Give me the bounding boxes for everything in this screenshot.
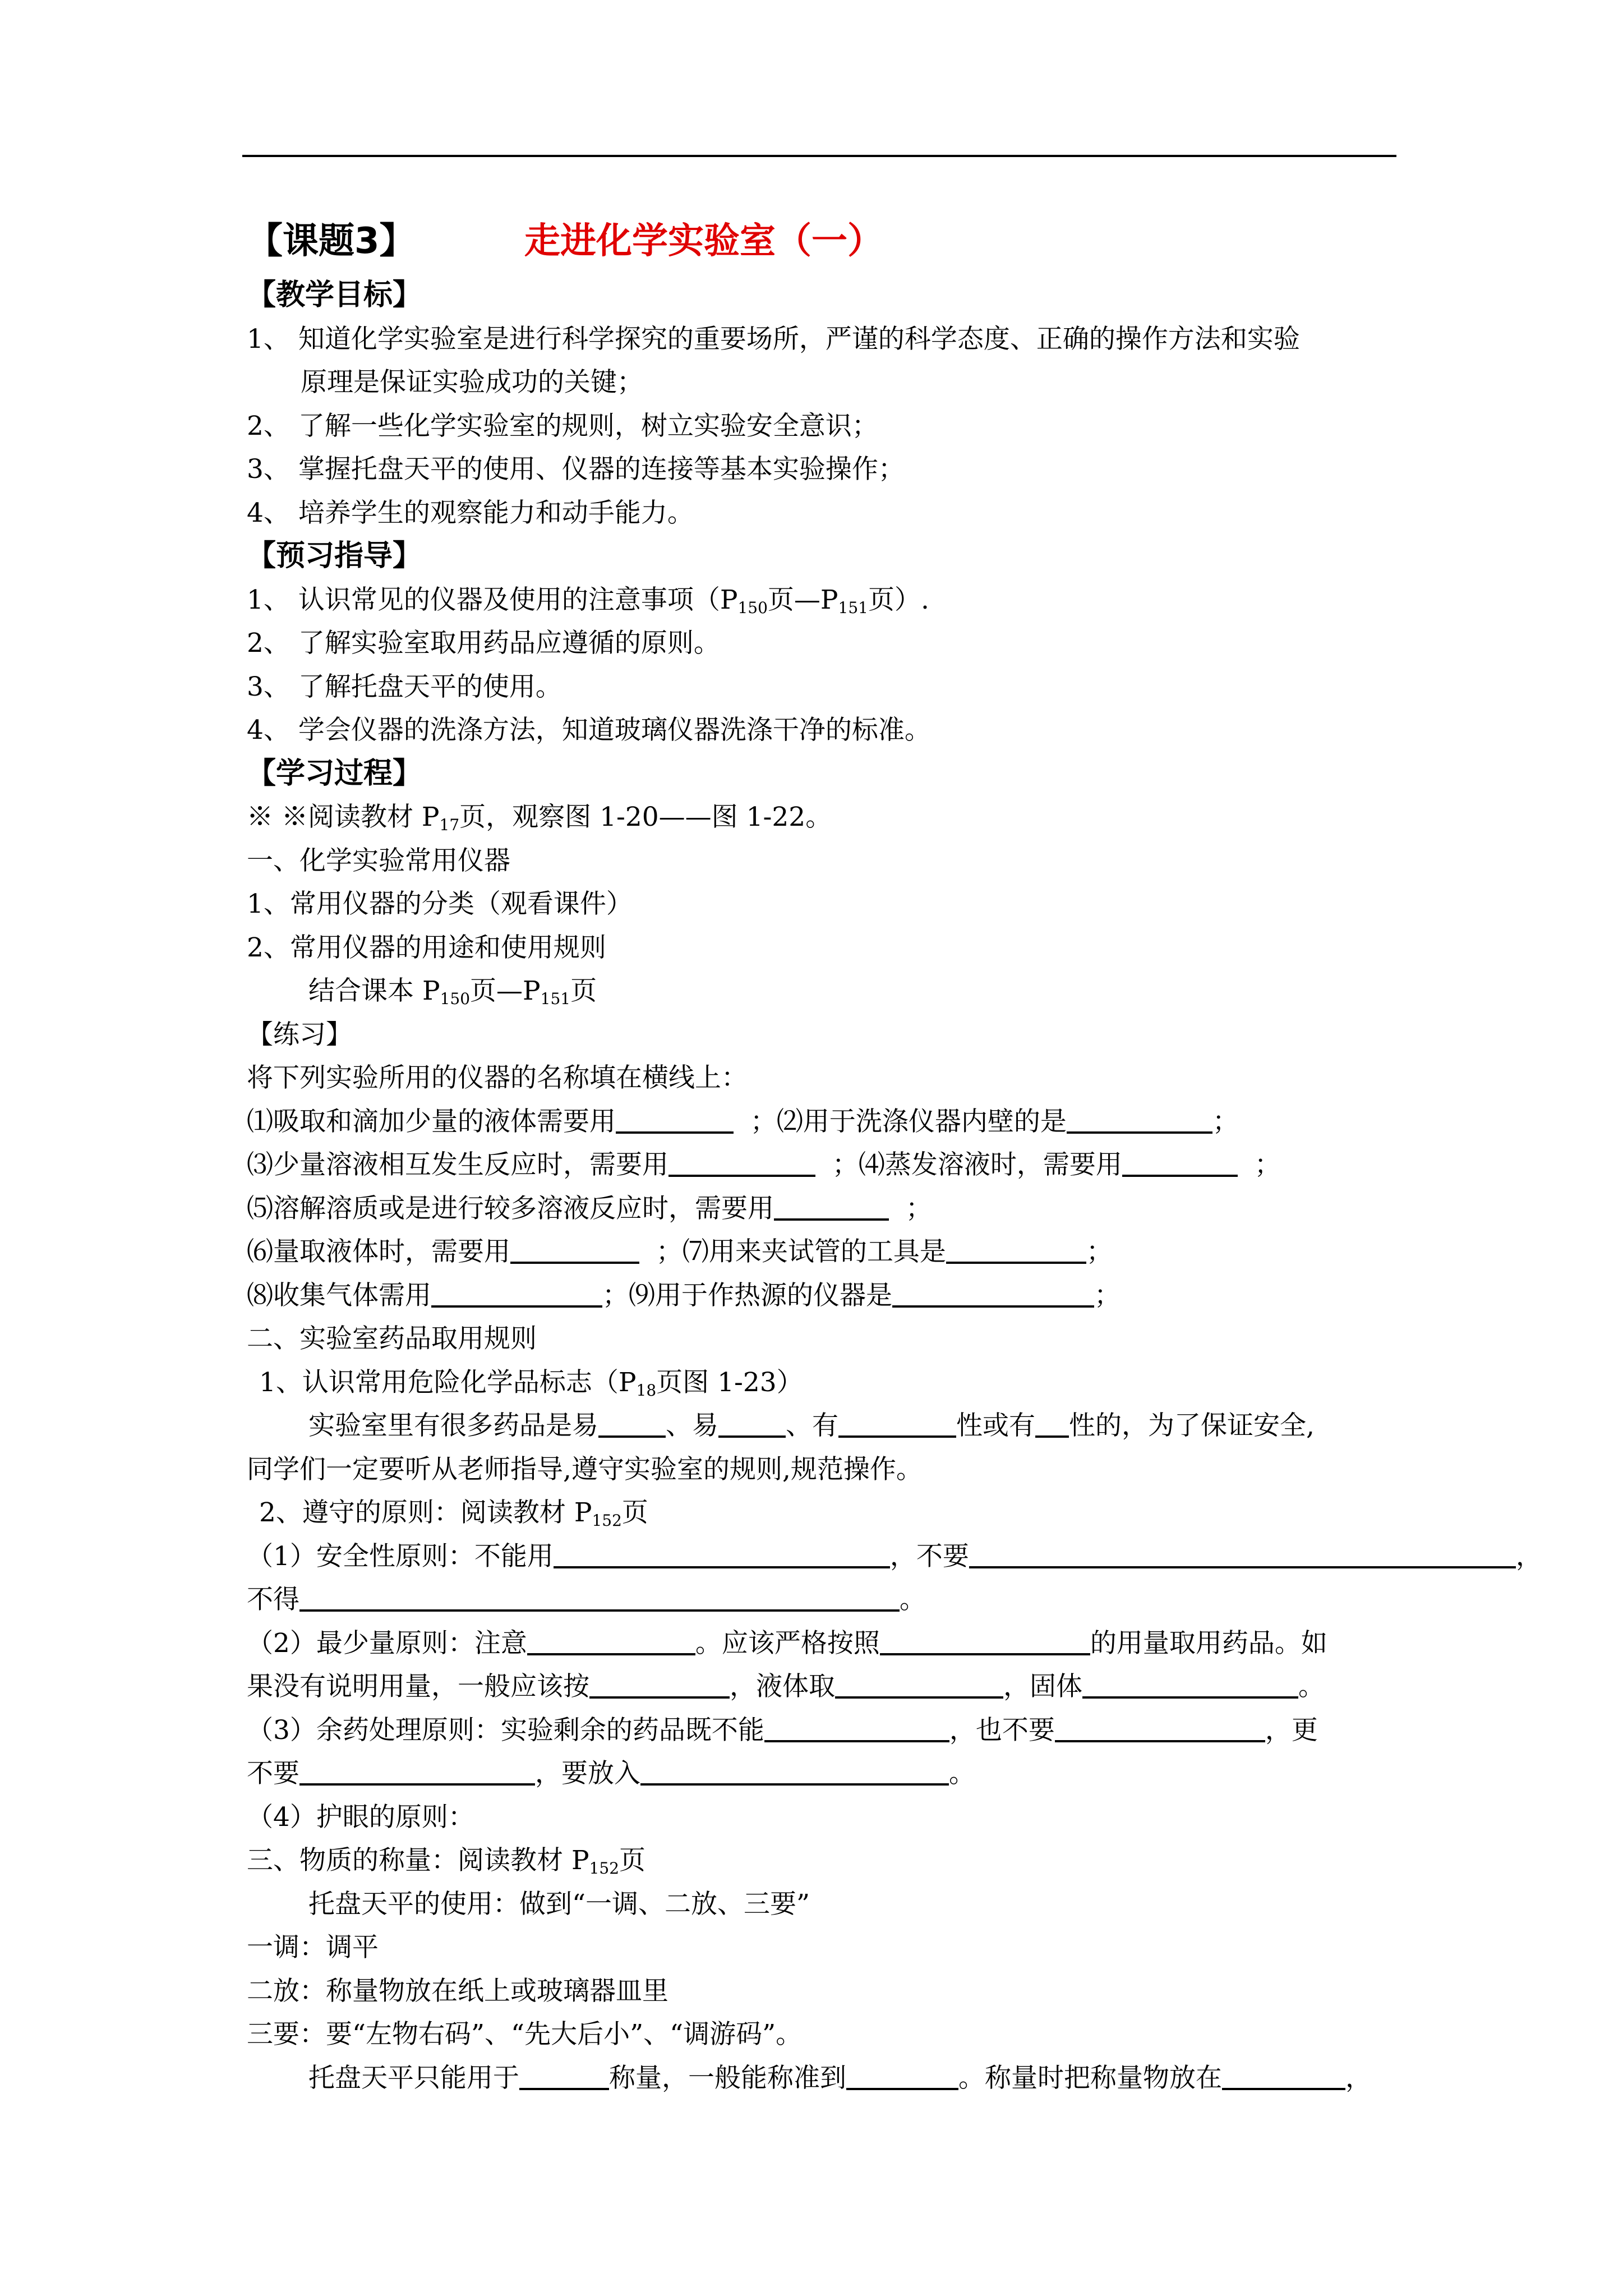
answer-blank[interactable] (774, 1193, 889, 1221)
answer-blank[interactable] (838, 1410, 956, 1438)
answer-blank[interactable] (299, 1757, 535, 1786)
hazard-symbols-item: 1、认识常用危险化学品标志（$P_{18}$页图 1-23） (259, 1366, 803, 1400)
preview-item-4: 4、 学会仪器的洗涤方法，知道玻璃仪器洗涤干净的标准。 (247, 715, 931, 746)
step-two: 二放：称量物放在纸上或玻璃器皿里 (247, 1975, 668, 2007)
answer-blank[interactable] (764, 1714, 949, 1742)
process-heading: 【学习过程】 (247, 756, 422, 790)
answer-blank[interactable] (598, 1410, 666, 1438)
objective-3: 3、 掌握托盘天平的使用、仪器的连接等基本实验操作； (247, 454, 905, 485)
minimum-principle-cont: 果没有说明用量，一般应该按 ，液体取 ，固体 。 (247, 1671, 1325, 1702)
answer-blank[interactable] (1067, 1106, 1212, 1134)
question-row-2: ⑶少量溶液相互发生反应时，需要用 ；⑷蒸发溶液时，需要用 ； (247, 1149, 1281, 1180)
preview-heading: 【预习指导】 (247, 539, 422, 573)
practice-intro: 将下列实验所用的仪器的名称填在横线上： (247, 1062, 748, 1093)
hazard-paragraph: 实验室里有很多药品是易 、易 、有 性或有 性的，为了保证安全, (308, 1410, 1315, 1441)
reading-note: ※ ※阅读教材 $P_{17}$页，观察图 1-20——图 1-22。 (247, 802, 832, 834)
answer-blank[interactable] (527, 1627, 695, 1655)
answer-blank[interactable] (892, 1280, 1094, 1308)
answer-blank[interactable] (431, 1280, 602, 1308)
safety-principle-cont: 不得 。 (247, 1584, 926, 1615)
leftover-principle-cont: 不要 ，要放入 。 (247, 1758, 975, 1789)
objective-1: 1、 知道化学实验室是进行科学探究的重要场所，严谨的科学态度、正确的操作方法和实验 (247, 323, 1300, 355)
preview-item-1: 1、 认识常见的仪器及使用的注意事项（$P_{150}$页$—P_{151}$页）. (247, 584, 929, 617)
step-three: 三要：要“左物右码”、“先大后小”、“调游码”。 (247, 2019, 803, 2050)
answer-blank[interactable] (1122, 1149, 1238, 1177)
answer-blank[interactable] (640, 1757, 949, 1786)
balance-usage: 托盘天平的使用：做到“一调、二放、三要” (308, 1888, 810, 1920)
topic-number: 【课题3】 (247, 220, 416, 262)
answer-blank[interactable] (554, 1540, 890, 1568)
question-row-5: ⑻收集气体需用 ；⑼用于作热源的仪器是 ； (247, 1280, 1121, 1311)
answer-blank[interactable] (946, 1236, 1086, 1264)
header-rule (242, 155, 1396, 157)
answer-blank[interactable] (718, 1410, 786, 1438)
answer-blank[interactable] (1082, 1671, 1298, 1699)
objective-2: 2、 了解一些化学实验室的规则，树立实验安全意识； (247, 410, 878, 441)
textbook-reference: 结合课本 $P_{150}$页$—P_{151}$页 (308, 976, 597, 1008)
section-2-title: 二、实验室药品取用规则 (247, 1323, 537, 1354)
step-one: 一调：调平 (247, 1932, 379, 1963)
practice-heading: 【练习】 (247, 1019, 352, 1050)
answer-blank[interactable] (880, 1627, 1090, 1655)
hazard-paragraph-cont: 同学们一定要听从老师指导,遵守实验室的规则,规范操作。 (247, 1453, 923, 1485)
question-row-3: ⑸溶解溶质或是进行较多溶液反应时，需要用 ； (247, 1193, 932, 1224)
answer-blank[interactable] (510, 1236, 639, 1264)
preview-item-2: 2、 了解实验室取用药品应遵循的原则。 (247, 628, 720, 659)
objective-4: 4、 培养学生的观察能力和动手能力。 (247, 497, 694, 528)
section-3-title: 三、物质的称量：阅读教材 $P_{152}$页 (247, 1845, 646, 1878)
section-1-title: 一、化学实验常用仪器 (247, 845, 510, 876)
answer-blank[interactable] (589, 1671, 730, 1699)
answer-blank[interactable] (969, 1540, 1516, 1568)
question-row-4: ⑹量取液体时，需要用 ；⑺用来夹试管的工具是 ； (247, 1236, 1113, 1267)
answer-blank[interactable] (519, 2062, 609, 2090)
answer-blank[interactable] (616, 1106, 734, 1134)
safety-principle: （1）安全性原则：不能用 ，不要 ， (247, 1540, 1542, 1572)
answer-blank[interactable] (1055, 1714, 1265, 1742)
minimum-principle: （2）最少量原则：注意 。应该严格按照 的用量取用药品。如 (247, 1627, 1327, 1659)
answer-blank[interactable] (846, 2062, 958, 2090)
principles-item: 2、遵守的原则：阅读教材 $P_{152}$页 (259, 1497, 648, 1530)
section-1-item-2: 2、常用仪器的用途和使用规则 (247, 932, 606, 963)
answer-blank[interactable] (668, 1149, 815, 1177)
balance-precision: 托盘天平只能用于 称量，一般能称准到 。称量时把称量物放在 ， (308, 2062, 1372, 2093)
lesson-title (247, 213, 1419, 269)
objectives-heading: 【教学目标】 (247, 278, 422, 312)
answer-blank[interactable] (299, 1584, 900, 1612)
document-body (247, 213, 1542, 2100)
answer-blank[interactable] (835, 1671, 1003, 1699)
preview-item-3: 3、 了解托盘天平的使用。 (247, 671, 562, 702)
answer-blank[interactable] (1222, 2062, 1345, 2090)
eye-protection-principle: （4）护眼的原则： (247, 1801, 474, 1833)
lesson-name: 走进化学实验室（一） (524, 220, 883, 262)
answer-blank[interactable] (1035, 1410, 1069, 1438)
objective-1-cont: 原理是保证实验成功的关键； (301, 367, 643, 398)
section-1-item-1: 1、常用仪器的分类（观看课件） (247, 889, 633, 919)
leftover-principle: （3）余药处理原则：实验剩余的药品既不能 ，也不要 ，更 (247, 1714, 1318, 1746)
question-row-1: ⑴吸取和滴加少量的液体需要用 ；⑵用于洗涤仪器内壁的是 ； (247, 1106, 1239, 1137)
